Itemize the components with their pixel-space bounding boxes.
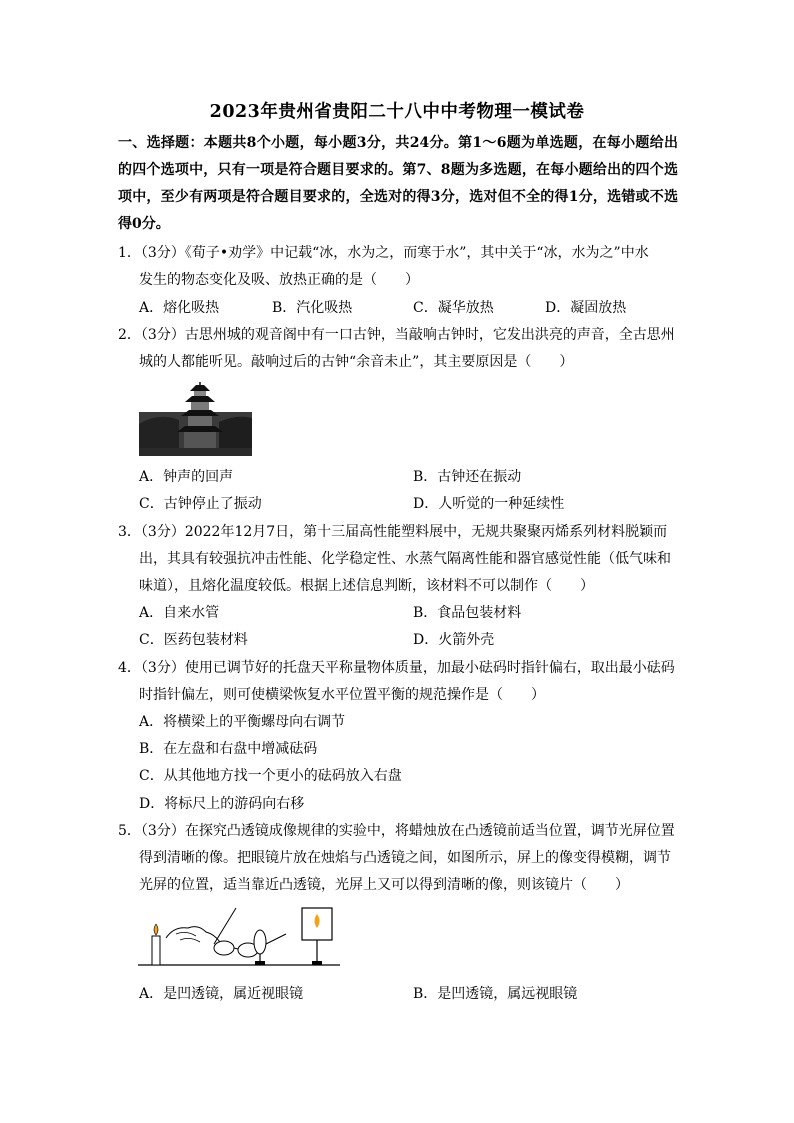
pagoda-photo — [139, 382, 252, 456]
q1-stem-line1: 1．（3分）《荀子•劝学》中记载“冰，水为之，而寒于水”，其中关于“冰，水为之”中水 — [118, 245, 649, 261]
q2-stem-line1: 2．（3分）古思州城的观音阁中有一口古钟，当敲响古钟时，它发出洪亮的声音，全古思州 — [118, 327, 675, 343]
q5-stem-line1: 5．（3分）在探究凸透镜成像规律的实验中，将蜡烛放在凸透镜前适当位置，调节光屏位置 — [118, 823, 675, 839]
q3-option-a: A．自来水管 — [139, 605, 220, 621]
q2-option-b: B．古钟还在振动 — [413, 469, 522, 485]
q5-stem-line2: 得到清晰的像。把眼镜片放在烛焰与凸透镜之间，如图所示，屏上的像变得模糊，调节 — [139, 850, 671, 866]
q4-stem-line2: 时指针偏左，则可使横梁恢复水平位置平衡的规范操作是（ ） — [139, 687, 545, 703]
q4-option-b: B．在左盘和右盘中增减砝码 — [139, 741, 318, 757]
q5-option-b: B．是凹透镜，属远视眼镜 — [413, 986, 578, 1002]
lens-experiment-diagram — [136, 904, 342, 970]
q4-stem-line1: 4．（3分）使用已调节好的托盘天平称量物体质量，加最小砝码时指针偏右，取出最小砝码 — [118, 660, 675, 676]
q5-option-a: A．是凹透镜，属近视眼镜 — [139, 986, 304, 1002]
q4-option-d: D．将标尺上的游码向右移 — [139, 796, 305, 812]
q5-stem-line3: 光屏的位置，适当靠近凸透镜，光屏上又可以得到清晰的像，则该镜片（ ） — [139, 877, 629, 893]
q3-option-b: B．食品包装材料 — [413, 605, 522, 621]
q1-option-b: B．汽化吸热 — [272, 300, 353, 316]
section-header: 一、选择题：本题共8个小题，每小题3分，共24分。第1～6题为单选题，在每小题给出的四个选项中，只有一项是符合题目要求的。第7、8题为多选题，在每小题给出的四个选项中，至少有两项是符合题目要求的，全选对的得3分，选对但不全的得1分，选错或不选得0分。 — [118, 135, 678, 232]
q3-stem-line3: 味道），且熔化温度较低。根据上述信息判断，该材料不可以制作（ ） — [139, 578, 594, 594]
q4-option-a: A．将横梁上的平衡螺母向右调节 — [139, 714, 346, 730]
q1-option-c: C．凝华放热 — [413, 300, 494, 316]
q2-option-a: A．钟声的回声 — [139, 469, 234, 485]
q3-option-c: C．医药包装材料 — [139, 632, 248, 648]
exam-title: 2023年贵州省贵阳二十八中中考物理一模试卷 — [209, 102, 585, 122]
q1-option-a: A．熔化吸热 — [139, 300, 220, 316]
q3-option-d: D．火箭外壳 — [413, 632, 495, 648]
q2-option-d: D．人听觉的一种延续性 — [413, 496, 565, 512]
q4-option-c: C．从其他地方找一个更小的砝码放入右盘 — [139, 768, 402, 784]
q3-stem-line1: 3．（3分）2022年12月7日，第十三届高性能塑料展中，无规共聚聚丙烯系列材料脱颖而 — [118, 524, 668, 540]
q1-option-d: D．凝固放热 — [545, 300, 627, 316]
q2-option-c: C．古钟停止了振动 — [139, 496, 262, 512]
q2-stem-line2: 城的人都能听见。敲响过后的古钟“余音未止”，其主要原因是（ ） — [139, 354, 574, 370]
q1-stem-line2: 发生的物态变化及吸、放热正确的是（ ） — [139, 272, 419, 288]
q3-stem-line2: 出，其具有较强抗冲击性能、化学稳定性、水蒸气隔离性能和器官感觉性能（低气味和 — [139, 551, 671, 567]
